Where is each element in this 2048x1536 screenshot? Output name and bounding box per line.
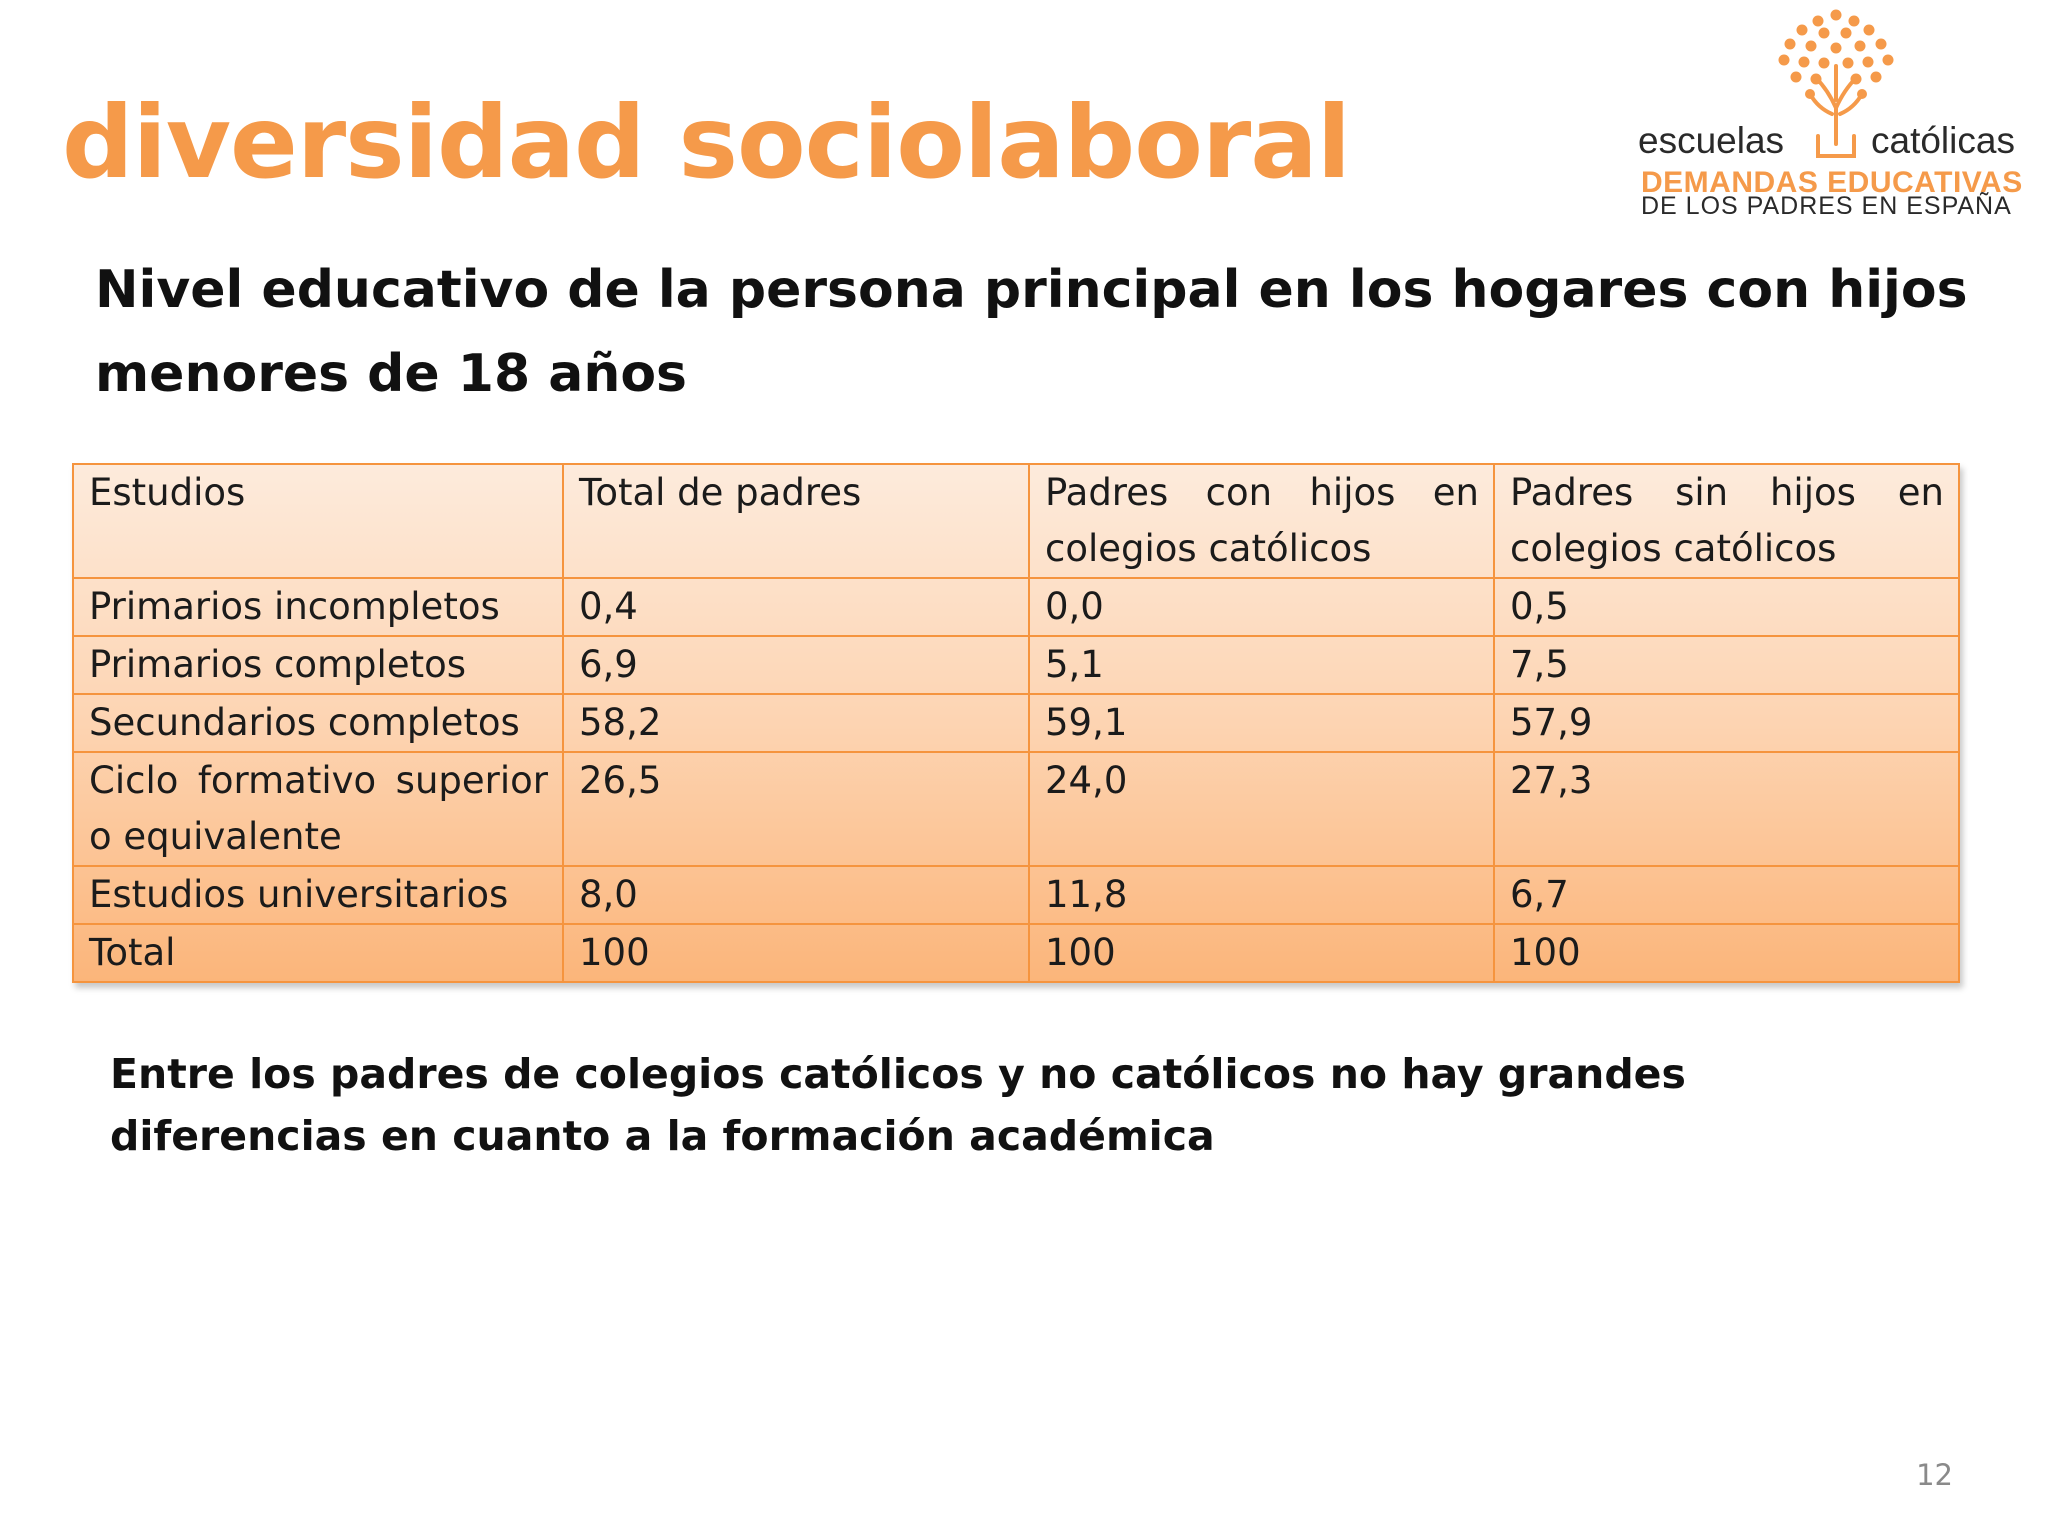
cell-total: 0,4 <box>563 578 1029 636</box>
escuelas-catolicas-logo <box>1628 8 2040 218</box>
cell-sin-hijos: 27,3 <box>1494 752 1959 866</box>
cell-total: 26,5 <box>563 752 1029 866</box>
logo-tagline-padres: DE LOS PADRES EN ESPAÑA <box>1641 192 2012 220</box>
header-cell-con-hijos: Padres con hijos en colegios católicos <box>1029 464 1494 578</box>
cell-sin-hijos: 0,5 <box>1494 578 1959 636</box>
conclusion-text: Entre los padres de colegios católicos y no católicos no hay grandes diferencias en cuanto a la formación académica <box>110 1050 1686 1160</box>
cell-total: 100 <box>563 924 1029 982</box>
logo-word-catolicas: católicas <box>1871 120 2015 161</box>
row-label: Estudios universitarios <box>73 866 563 924</box>
row-label: Primarios incompletos <box>73 578 563 636</box>
header-cell-sin-hijos: Padres sin hijos en colegios católicos <box>1494 464 1959 578</box>
education-level-table <box>72 463 1960 983</box>
cell-con-hijos: 59,1 <box>1029 694 1494 752</box>
table-row <box>73 694 1959 752</box>
header-cell-estudios: Estudios <box>73 464 563 578</box>
cell-total: 6,9 <box>563 636 1029 694</box>
cell-con-hijos: 11,8 <box>1029 866 1494 924</box>
table-total-row <box>73 924 1959 982</box>
slide-title: diversidad sociolaboral <box>62 84 1351 201</box>
cell-con-hijos: 24,0 <box>1029 752 1494 866</box>
cell-con-hijos: 0,0 <box>1029 578 1494 636</box>
row-label: Primarios completos <box>73 636 563 694</box>
table-row <box>73 752 1959 866</box>
logo-word-escuelas: escuelas <box>1638 120 1785 161</box>
table-header-row <box>73 464 1959 578</box>
header-cell-total: Total de padres <box>563 464 1029 578</box>
row-label: Total <box>73 924 563 982</box>
table-row <box>73 578 1959 636</box>
cell-total: 8,0 <box>563 866 1029 924</box>
slide-subtitle: Nivel educativo de la persona principal en los hogares con hijos menores de 18 años <box>95 260 1968 404</box>
page-number: 12 <box>1916 1458 1953 1492</box>
cell-con-hijos: 100 <box>1029 924 1494 982</box>
cell-sin-hijos: 100 <box>1494 924 1959 982</box>
table-row <box>73 636 1959 694</box>
row-label: Secundarios completos <box>73 694 563 752</box>
logo-tagline-demandas: DEMANDAS EDUCATIVAS <box>1641 166 2023 199</box>
cell-sin-hijos: 6,7 <box>1494 866 1959 924</box>
table-row <box>73 866 1959 924</box>
cell-con-hijos: 5,1 <box>1029 636 1494 694</box>
row-label: Ciclo formativo superior o equivalente <box>73 752 563 866</box>
cell-total: 58,2 <box>563 694 1029 752</box>
cell-sin-hijos: 7,5 <box>1494 636 1959 694</box>
cell-sin-hijos: 57,9 <box>1494 694 1959 752</box>
